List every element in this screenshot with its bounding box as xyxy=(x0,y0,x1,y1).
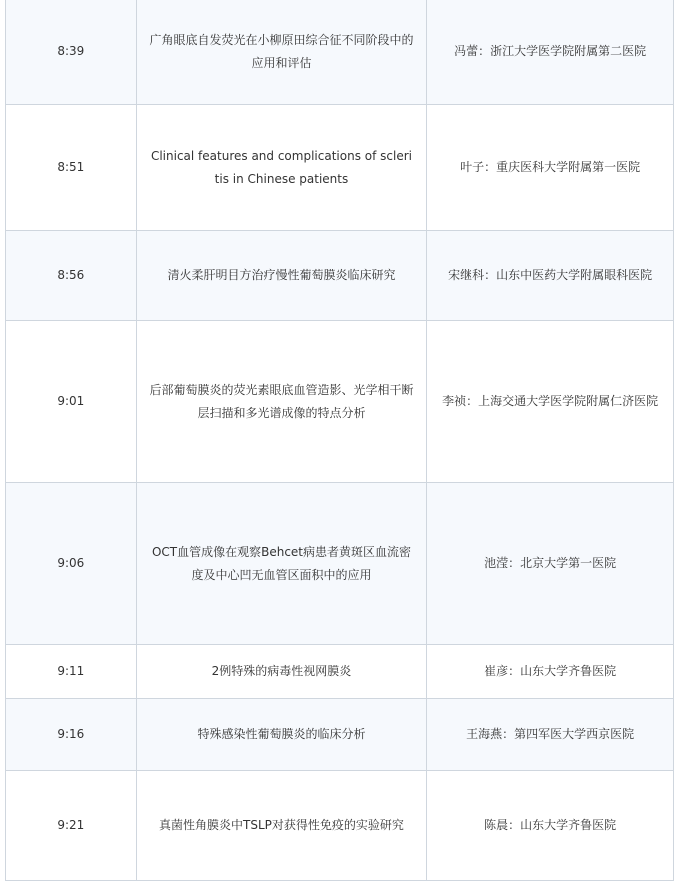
speaker-cell: 崔彦：山东大学齐鲁医院 xyxy=(427,645,674,699)
schedule-table xyxy=(5,0,674,881)
speaker-cell: 宋继科：山东中医药大学附属眼科医院 xyxy=(427,231,674,321)
title-cell: 特殊感染性葡萄膜炎的临床分析 xyxy=(136,699,427,771)
title-cell: Clinical features and complications of scleritis in Chinese patients xyxy=(136,105,427,231)
table-row xyxy=(6,321,674,483)
time-cell: 9:21 xyxy=(6,771,137,881)
table-row xyxy=(6,645,674,699)
table-row xyxy=(6,771,674,881)
speaker-cell: 叶子：重庆医科大学附属第一医院 xyxy=(427,105,674,231)
table-row xyxy=(6,105,674,231)
table-row xyxy=(6,231,674,321)
title-cell: 广角眼底自发荧光在小柳原田综合征不同阶段中的应用和评估 xyxy=(136,0,427,105)
title-cell: OCT血管成像在观察Behcet病患者黄斑区血流密度及中心凹无血管区面积中的应用 xyxy=(136,483,427,645)
title-cell: 真菌性角膜炎中TSLP对获得性免疫的实验研究 xyxy=(136,771,427,881)
speaker-cell: 陈晨：山东大学齐鲁医院 xyxy=(427,771,674,881)
speaker-cell: 李祯：上海交通大学医学院附属仁济医院 xyxy=(427,321,674,483)
time-cell: 9:16 xyxy=(6,699,137,771)
time-cell: 8:56 xyxy=(6,231,137,321)
time-cell: 9:11 xyxy=(6,645,137,699)
speaker-cell: 池滢：北京大学第一医院 xyxy=(427,483,674,645)
table-row xyxy=(6,483,674,645)
title-cell: 2例特殊的病毒性视网膜炎 xyxy=(136,645,427,699)
table-row xyxy=(6,0,674,105)
title-cell: 后部葡萄膜炎的荧光素眼底血管造影、光学相干断层扫描和多光谱成像的特点分析 xyxy=(136,321,427,483)
time-cell: 8:51 xyxy=(6,105,137,231)
title-cell: 清火柔肝明目方治疗慢性葡萄膜炎临床研究 xyxy=(136,231,427,321)
speaker-cell: 王海燕：第四军医大学西京医院 xyxy=(427,699,674,771)
table-row xyxy=(6,699,674,771)
time-cell: 8:39 xyxy=(6,0,137,105)
time-cell: 9:06 xyxy=(6,483,137,645)
time-cell: 9:01 xyxy=(6,321,137,483)
speaker-cell: 冯蕾：浙江大学医学院附属第二医院 xyxy=(427,0,674,105)
